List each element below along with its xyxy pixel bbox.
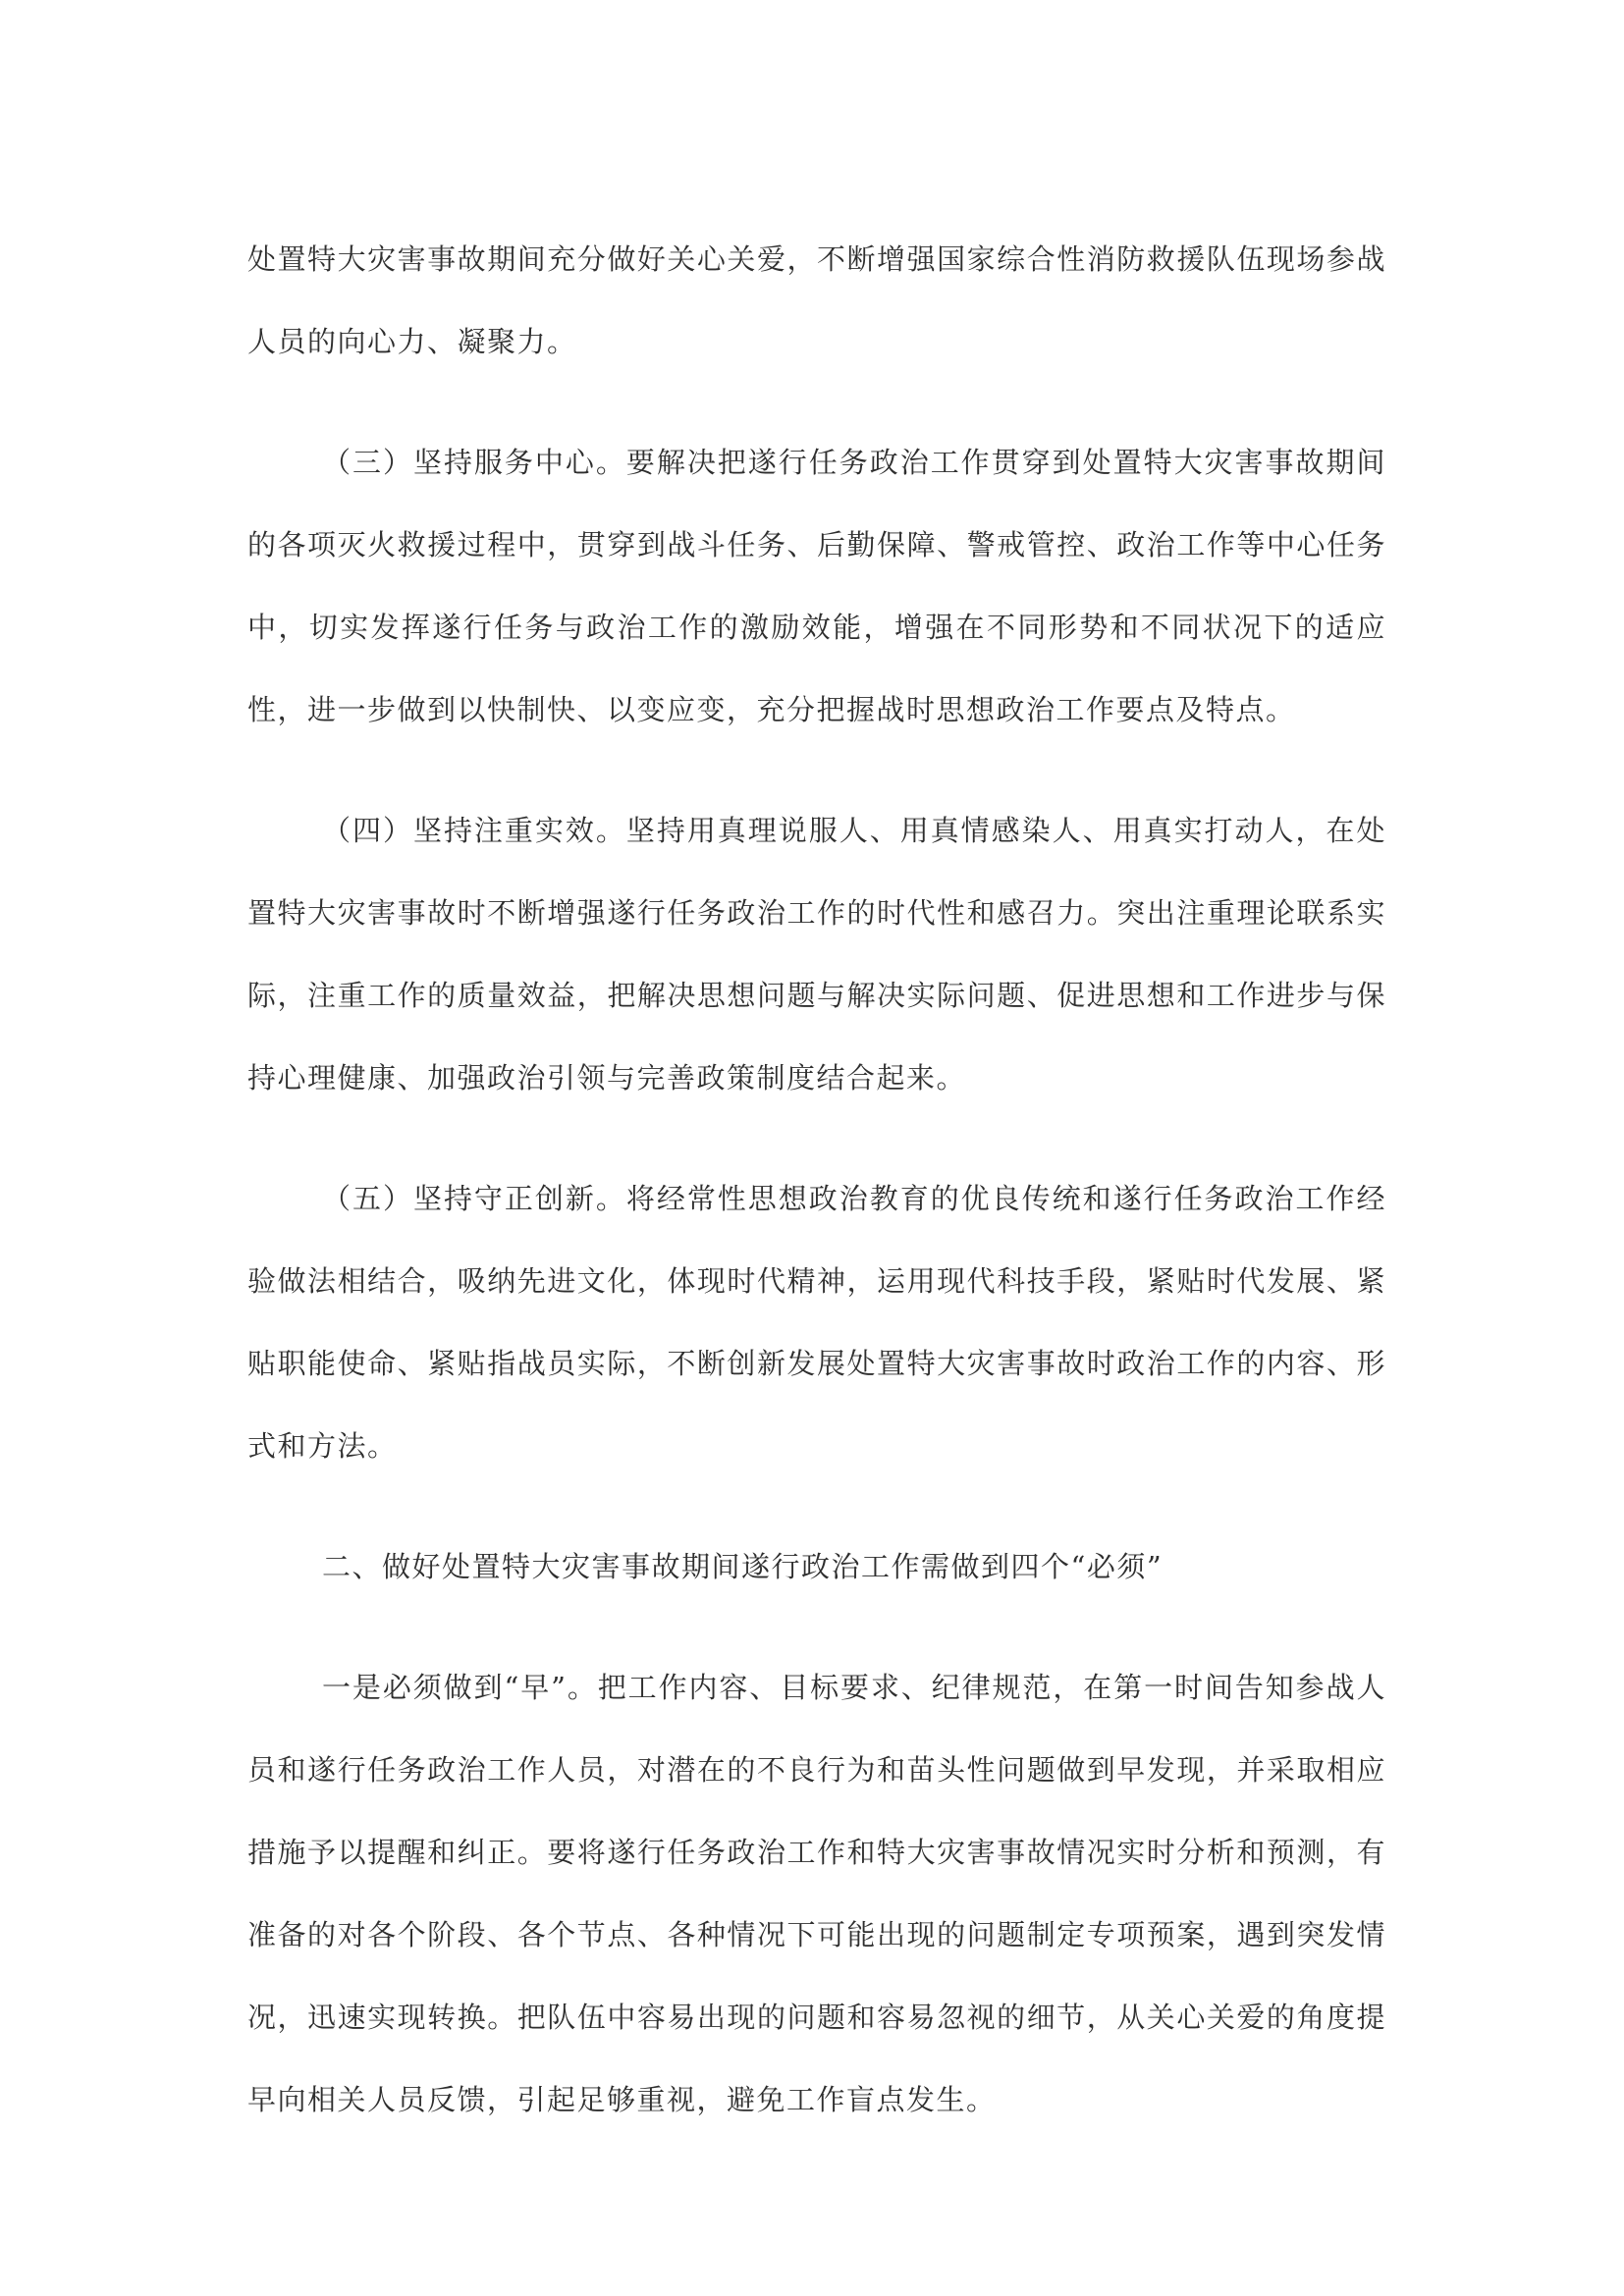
document-body bbox=[247, 218, 1386, 2179]
paragraph-must-1: 一是必须做到“早”。把工作内容、目标要求、纪律规范，在第一时间告知参战人员和遂行任务政治工作人员，对潜在的不良行为和苗头性问题做到早发现，并采取相应措施予以提醒和纠正。要将遂行任务政治工作和特大灾害事故情况实时分析和预测，有准备的对各个阶段、各个节点、各种情况下可能出现的问题制定专项预案，遇到突发情况，迅速实现转换。把队伍中容易出现的问题和容易忽视的细节，从关心关爱的角度提早向相关人员反馈，引起足够重视，避免工作盲点发生。 bbox=[247, 1671, 1386, 2116]
section-heading: 二、做好处置特大灾害事故期间遂行政治工作需做到四个“必须” bbox=[322, 1550, 1164, 1583]
paragraph-point-4: （四）坚持注重实效。坚持用真理说服人、用真情感染人、用真实打动人，在处置特大灾害事故时不断增强遂行任务政治工作的时代性和感召力。突出注重理论联系实际，注重工作的质量效益，把解决思想问题与解决实际问题、促进思想和工作进步与保持心理健康、加强政治引领与完善政策制度结合起来。 bbox=[247, 814, 1386, 1095]
paragraph-point-3: （三）坚持服务中心。要解决把遂行任务政治工作贯穿到处置特大灾害事故期间的各项灭火救援过程中，贯穿到战斗任务、后勤保障、警戒管控、政治工作等中心任务中，切实发挥遂行任务与政治工作的激励效能，增强在不同形势和不同状况下的适应性，进一步做到以快制快、以变应变，充分把握战时思想政治工作要点及特点。 bbox=[247, 446, 1386, 726]
paragraph-point-5: （五）坚持守正创新。将经常性思想政治教育的优良传统和遂行任务政治工作经验做法相结合，吸纳先进文化，体现时代精神，运用现代科技手段，紧贴时代发展、紧贴职能使命、紧贴指战员实际，不断创新发展处置特大灾害事故时政治工作的内容、形式和方法。 bbox=[247, 1182, 1386, 1463]
paragraph-continuation: 处置特大灾害事故期间充分做好关心关爱，不断增强国家综合性消防救援队伍现场参战人员的向心力、凝聚力。 bbox=[247, 242, 1386, 358]
